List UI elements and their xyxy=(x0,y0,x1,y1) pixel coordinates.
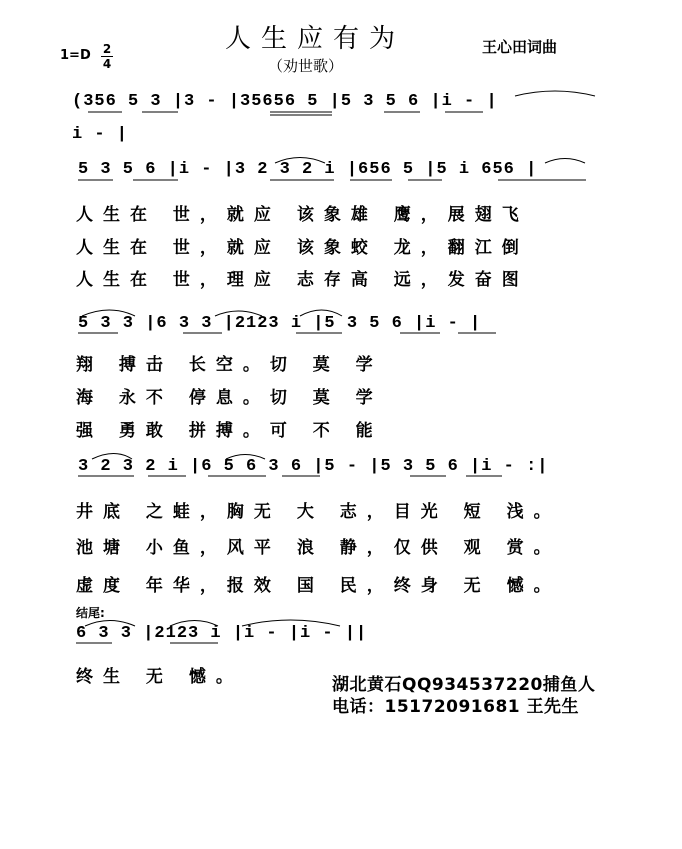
section1-verse2: 人生在 世，就应 该象蛟 龙，翻江倒 xyxy=(76,238,529,258)
ending-lyrics: 终生 无 憾。 xyxy=(76,667,243,687)
section1-verse1: 人生在 世，就应 该象雄 鹰，展翅飞 xyxy=(76,205,529,225)
song-subtitle: （劝世歌） xyxy=(268,57,344,75)
section3-verse1: 井底 之蛙，胸无 大 志，目光 短 浅。 xyxy=(76,502,561,522)
section2-verse3: 强 勇敢 拼搏。可 不 能 xyxy=(76,421,383,441)
composer-credit: 王心田词曲 xyxy=(482,38,558,56)
section2-notes: 5 3 3 |6 3 3 |2123 i |5 3 5 6 |i - | xyxy=(78,314,482,333)
section1-verse3: 人生在 世，理应 志存高 远，发奋图 xyxy=(76,270,529,290)
section3-notes: 3 2 3 2 i |6 5 6 3 6 |5 - |5 3 5 6 |i - :| xyxy=(78,457,549,476)
time-signature-top: 2 xyxy=(102,42,112,56)
time-signature xyxy=(101,42,113,71)
song-title: 人生应有为 xyxy=(225,24,406,54)
intro-notes-line1: (356 5 3 |3 - |35656 5 |5 3 5 6 |i - | xyxy=(72,92,498,111)
tie-intro-1 xyxy=(515,91,595,96)
ending-label: 结尾: xyxy=(76,606,105,620)
key-signature: 1=D xyxy=(60,48,91,63)
section3-verse2: 池塘 小鱼，风平 浪 静，仅供 观 赏。 xyxy=(76,538,561,558)
intro-notes-line2: i - | xyxy=(72,125,129,144)
ending-notes: 6 3 3 |2123 i |i - |i - || xyxy=(76,624,368,643)
slur-s1-2 xyxy=(545,159,585,164)
contact-line2: 电话：15172091681 王先生 xyxy=(332,697,580,717)
note-underlines xyxy=(76,112,586,643)
section2-verse1: 翔 搏击 长空。切 莫 学 xyxy=(76,355,383,375)
section1-notes: 5 3 5 6 |i - |3 2 3 2 i |656 5 |5 i 656 | xyxy=(78,160,538,179)
time-signature-bottom: 4 xyxy=(102,57,112,71)
section3-verse3: 虚度 年华，报效 国 民，终身 无 憾。 xyxy=(76,576,561,596)
section2-verse2: 海 永不 停息。切 莫 学 xyxy=(76,388,383,408)
contact-line1: 湖北黄石QQ934537220捕鱼人 xyxy=(332,675,596,695)
